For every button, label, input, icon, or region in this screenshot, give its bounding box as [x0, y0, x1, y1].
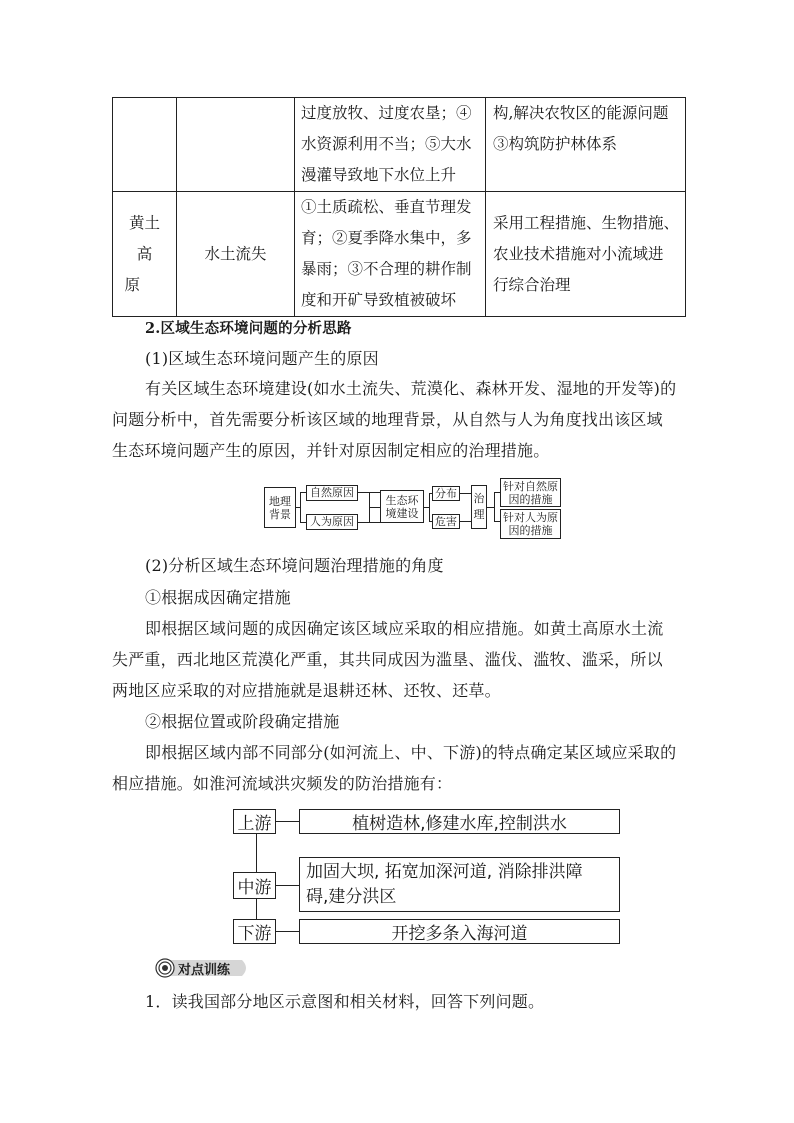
- cell-line: 水资源利用不当；⑤大水: [301, 135, 472, 153]
- paragraph-line: 即根据区域内部不同部分(如河流上、中、下游)的特点确定某区域应采取的: [145, 743, 677, 762]
- table-cell-measures: [486, 98, 686, 192]
- downstream-label: 下游: [233, 919, 276, 944]
- paragraph-line: 问题分析中，首先需要分析该区域的地理背景，从自然与人为角度找出该区域: [112, 410, 663, 429]
- human-measure-box: [500, 509, 561, 539]
- human-cause-box: 人为原因: [306, 514, 358, 530]
- midstream-label: 中游: [233, 872, 276, 899]
- table-cell-problem: 水土流失: [177, 192, 295, 317]
- subsection-heading: (2)分析区域生态环境问题治理措施的角度: [145, 556, 444, 575]
- downstream-measure: 开挖多条入海河道: [299, 919, 620, 944]
- upstream-measure: 植树造林,修建水库,控制洪水: [299, 809, 620, 834]
- table-row: [113, 98, 686, 192]
- cell-line: 度和开矿导致植被破坏: [301, 291, 457, 309]
- cell-line: 农业技术措施对小流域进: [493, 244, 664, 263]
- midstream-measure: [299, 857, 620, 912]
- natural-cause-box: 自然原因: [306, 485, 358, 501]
- cell-line: 原: [124, 275, 141, 294]
- cell-line: 黄土高: [128, 213, 160, 263]
- practice-badge: [154, 958, 254, 978]
- box-line: 生态环: [385, 493, 419, 507]
- paragraph-line: 生态环境问题产生的原因，并针对原因制定相应的治理措施。: [112, 441, 550, 460]
- cell-line: 育；②夏季降水集中，多: [301, 229, 472, 247]
- box-line: 境建设: [385, 506, 419, 520]
- box-line: 理: [473, 508, 485, 521]
- paragraph-line: 两地区应采取的对应措施就是退耕还林、还牧、还草。: [112, 681, 501, 700]
- cell-line: 构,解决农牧区的能源问题: [493, 104, 669, 122]
- upstream-label: 上游: [233, 809, 276, 834]
- cell-line: 暴雨；③不合理的耕作制: [301, 260, 472, 278]
- cell-line: ③构筑防护林体系: [493, 135, 618, 153]
- governance-box: [471, 485, 487, 529]
- eco-construction-box: [380, 490, 424, 523]
- table-cell-region: [113, 98, 177, 192]
- paragraph: [112, 373, 682, 466]
- paragraph-line: 失严重，西北地区荒漠化严重，其共同成因为滥垦、滥伐、滥牧、滥采，所以: [112, 650, 663, 669]
- natural-measure-box: [500, 478, 561, 507]
- table-cell-measures: [486, 192, 686, 317]
- paragraph-line: 相应措施。如淮河流域洪灾频发的防治措施有：: [112, 774, 453, 793]
- badge-label: 对点训练: [178, 963, 231, 978]
- box-line: 因的措施: [508, 524, 553, 537]
- paragraph: [112, 613, 682, 706]
- box-line: 治: [473, 492, 485, 505]
- paragraph-line: 即根据区域问题的成因确定该区域应采取的相应措施。如黄土高原水土流: [145, 619, 664, 638]
- measure-line: 碍,建分洪区: [306, 887, 397, 907]
- table-cell-causes: [295, 98, 486, 192]
- distribution-box: 分布: [432, 486, 460, 501]
- subsection-heading: ②根据位置或阶段确定措施: [145, 712, 340, 731]
- table-row: [113, 192, 686, 317]
- cell-line: 行综合治理: [493, 275, 571, 294]
- paragraph: [112, 737, 682, 799]
- table-cell-problem: [177, 98, 295, 192]
- box-line: 背景: [269, 507, 291, 521]
- question-text: 1．读我国部分地区示意图和相关材料，回答下列问题。: [145, 992, 545, 1011]
- box-line: 地理: [269, 494, 291, 508]
- eco-problem-table: [112, 97, 686, 317]
- geo-background-box: [264, 487, 296, 528]
- hazard-box: 危害: [432, 514, 460, 529]
- paragraph-line: 有关区域生态环境建设(如水土流失、荒漠化、森林开发、湿地的开发等)的: [145, 379, 677, 398]
- cell-line: 过度放牧、过度农垦；④: [301, 104, 472, 122]
- subsection-heading: (1)区域生态环境问题产生的原因: [145, 349, 379, 368]
- cell-line: 采用工程措施、生物措施、: [493, 213, 680, 232]
- cell-line: 漫灌导致地下水位上升: [301, 166, 457, 184]
- box-line: 针对人为原: [503, 511, 558, 524]
- subsection-heading: ①根据成因确定措施: [145, 588, 291, 607]
- box-line: 针对自然原: [503, 479, 558, 493]
- table-cell-causes: [295, 192, 486, 317]
- box-line: 因的措施: [508, 492, 553, 506]
- table-cell-region: [113, 192, 177, 317]
- section-heading: 2.区域生态环境问题的分析思路: [145, 320, 352, 337]
- cell-line: ①土质疏松、垂直节理发: [301, 198, 472, 216]
- measure-line: 加固大坝, 拓宽加深河道, 消除排洪障: [306, 862, 583, 882]
